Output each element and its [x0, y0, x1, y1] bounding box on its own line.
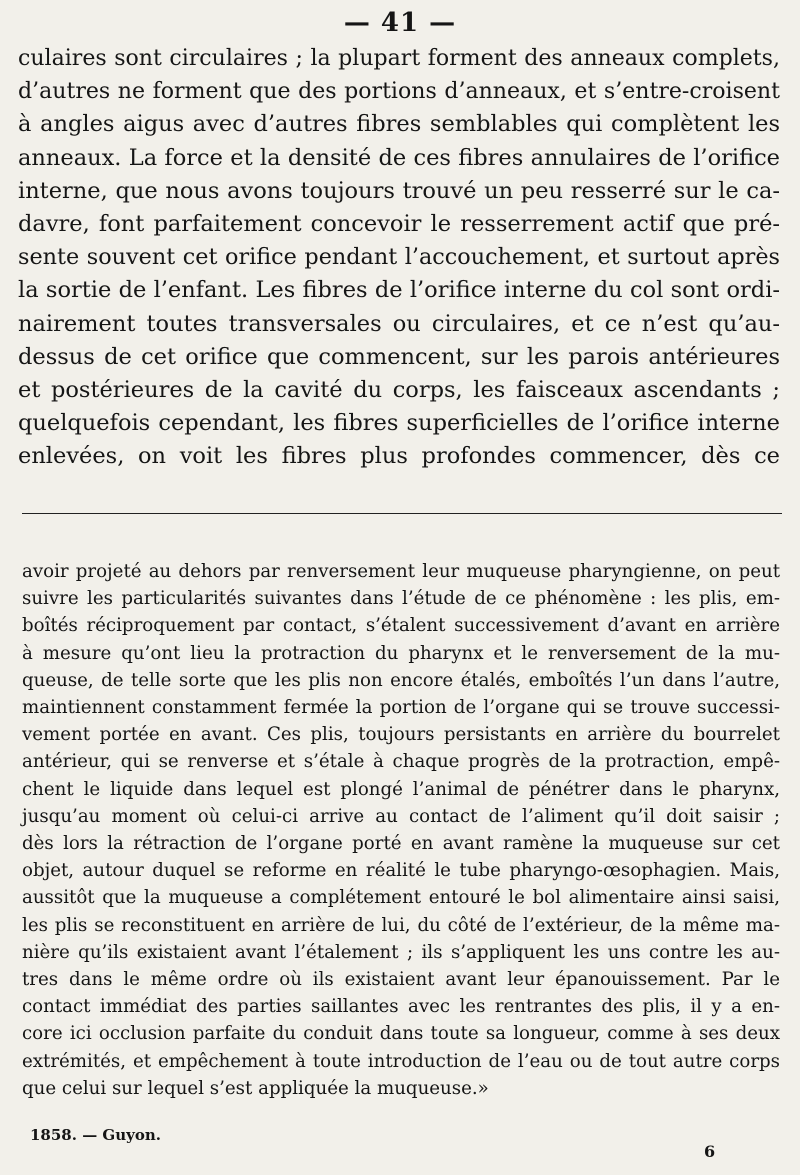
footnote-line: avoir projeté au dehors par renversement leur muqueuse pharyngienne, on peut: [22, 561, 780, 582]
printer-signature: 1858. — Guyon.: [30, 1126, 161, 1144]
footnote-line: vement portée en avant. Ces plis, toujours persistants en arrière du bourrelet: [22, 724, 780, 746]
footnote-line: à mesure qu’ont lieu la protraction du pharynx et le renversement de la mu-: [22, 642, 780, 664]
text-line: la sortie de l’enfant. Les fibres de l’orifice interne du col sont ordi-: [18, 277, 780, 304]
footnote-line: nière qu’ils existaient avant l’étalement ; ils s’appliquent les uns contre les au-: [22, 941, 780, 963]
footnote-line: aussitôt que la muqueuse a complétement entouré le bol alimentaire ainsi saisi,: [22, 887, 780, 909]
signature-number: 6: [704, 1142, 716, 1161]
main-text-block: [18, 42, 780, 474]
footnote-line: dès lors la rétraction de l’organe porté en avant ramène la muqueuse sur cet: [22, 833, 780, 855]
text-line: culaires sont circulaires ; la plupart forment des anneaux complets,: [18, 46, 780, 71]
footnote-line: les plis se reconstituent en arrière de lui, du côté de l’extérieur, de la même ma-: [22, 914, 780, 936]
text-line: et postérieures de la cavité du corps, les faisceaux ascendants ;: [18, 377, 780, 404]
footnote-line: tres dans le même ordre où ils existaient avant leur épanouissement. Par le: [22, 969, 780, 991]
text-line: d’autres ne forment que des portions d’anneaux, et s’entre-croisent: [18, 79, 780, 105]
text-line: interne, que nous avons toujours trouvé un peu resserré sur le ca-: [18, 177, 780, 204]
text-line: nairement toutes transversales ou circulaires, et ce n’est qu’au-: [18, 310, 780, 337]
text-line: davre, font parfaitement concevoir le resserrement actif que pré-: [18, 211, 780, 238]
text-line: enlevées, on voit les fibres plus profondes commencer, dès ce: [18, 443, 780, 470]
footnote-line: maintiennent constamment fermée la portion de l’organe qui se trouve successi-: [22, 697, 780, 719]
footnote-text-block: [22, 558, 780, 1102]
footnote-line: core ici occlusion parfaite du conduit dans toute sa longueur, comme à ses deux: [22, 1023, 780, 1045]
footnote-line: extrémités, et empêchement à toute introduction de l’eau ou de tout autre corps: [22, 1050, 780, 1072]
footnote-line: chent le liquide dans lequel est plongé l’animal de pénétrer dans le pharynx,: [22, 778, 780, 800]
text-line: quelquefois cependant, les fibres superficielles de l’orifice interne: [18, 410, 780, 437]
text-line: dessus de cet orifice que commencent, sur les parois antérieures: [18, 343, 780, 370]
footnote-line: que celui sur lequel s’est appliquée la muqueuse.»: [22, 1077, 489, 1099]
footnote-divider: [22, 513, 782, 514]
footnote-line: queuse, de telle sorte que les plis non encore étalés, emboîtés l’un dans l’autre,: [22, 669, 780, 691]
footnote-line: objet, autour duquel se reforme en réalité le tube pharyngo-œsophagien. Mais,: [22, 860, 780, 882]
footnote-line: jusqu’au moment où celui-ci arrive au contact de l’aliment qu’il doit saisir ;: [22, 805, 780, 827]
footnote-line: antérieur, qui se renverse et s’étale à chaque progrès de la protraction, empê-: [22, 751, 780, 773]
text-line: sente souvent cet orifice pendant l’accouchement, et surtout après: [18, 244, 780, 271]
text-line: anneaux. La force et la densité de ces fibres annulaires de l’orifice: [18, 144, 780, 171]
text-line: à angles aigus avec d’autres fibres semblables qui complètent les: [18, 111, 780, 138]
footnote-line: suivre les particularités suivantes dans l’étude de ce phénomène : les plis, em-: [22, 588, 780, 610]
page-number: — 41 —: [343, 8, 457, 38]
footnote-line: contact immédiat des parties saillantes avec les rentrantes des plis, il y a en-: [22, 996, 780, 1018]
footnote-line: boîtés réciproquement par contact, s’étalent successivement d’avant en arrière: [22, 615, 780, 637]
